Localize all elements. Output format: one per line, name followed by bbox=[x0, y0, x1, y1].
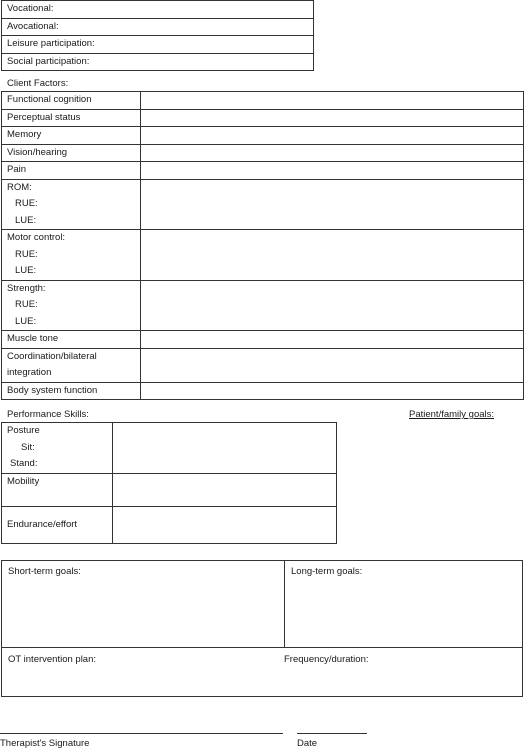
motor-control-field[interactable] bbox=[141, 230, 524, 281]
mobility-label: Mobility bbox=[2, 473, 113, 506]
vision-hearing-field[interactable] bbox=[141, 144, 524, 162]
strength-cell bbox=[2, 280, 141, 331]
motor-control-cell bbox=[2, 230, 141, 281]
strength-label: Strength: bbox=[7, 282, 46, 294]
vocational-row[interactable] bbox=[2, 1, 314, 19]
intervention-field[interactable] bbox=[2, 668, 522, 694]
avocational-label: Avocational: bbox=[2, 18, 314, 36]
endurance-field[interactable] bbox=[113, 506, 337, 543]
client-factors-heading: Client Factors: bbox=[7, 78, 69, 89]
therapist-signature-line[interactable] bbox=[0, 733, 283, 734]
strength-field[interactable] bbox=[141, 280, 524, 331]
motor-control-label: Motor control: bbox=[7, 232, 66, 243]
sit-label: Sit: bbox=[21, 441, 35, 453]
leisure-participation-row[interactable] bbox=[2, 36, 314, 54]
posture-cell bbox=[2, 423, 113, 474]
functional-cognition-label: Functional cognition bbox=[2, 92, 141, 110]
performance-skills-heading: Performance Skills: bbox=[7, 409, 89, 420]
ot-intervention-plan-label: OT intervention plan: bbox=[8, 654, 97, 665]
social-participation-row[interactable] bbox=[2, 53, 314, 71]
memory-field[interactable] bbox=[141, 127, 524, 145]
rom-rue-label: RUE: bbox=[15, 198, 38, 209]
perceptual-status-field[interactable] bbox=[141, 109, 524, 127]
body-system-label: Body system function bbox=[2, 382, 141, 400]
long-term-goals-field[interactable] bbox=[286, 581, 520, 645]
goals-box bbox=[1, 560, 523, 648]
long-term-goals-label: Long-term goals: bbox=[291, 566, 363, 577]
body-system-field[interactable] bbox=[141, 382, 524, 400]
stand-label: Stand: bbox=[10, 458, 38, 469]
motor-control-lue-label: LUE: bbox=[15, 265, 37, 276]
leisure-participation-label: Leisure participation: bbox=[2, 36, 314, 54]
rom-label: ROM: bbox=[7, 181, 32, 193]
endurance-label: Endurance/effort bbox=[2, 506, 113, 543]
therapist-signature-label: Therapist's Signature bbox=[0, 738, 90, 749]
short-term-goals-field[interactable] bbox=[2, 581, 282, 645]
occupations-table bbox=[1, 0, 314, 71]
coordination-field[interactable] bbox=[141, 348, 524, 382]
motor-control-rue-label: RUE: bbox=[15, 248, 38, 260]
rom-cell bbox=[2, 179, 141, 230]
short-term-goals-label: Short-term goals: bbox=[8, 566, 81, 577]
muscle-tone-field[interactable] bbox=[141, 331, 524, 349]
frequency-duration-label: Frequency/duration: bbox=[284, 654, 369, 665]
avocational-row[interactable] bbox=[2, 18, 314, 36]
coordination-label-line2: integration bbox=[7, 367, 52, 378]
date-line[interactable] bbox=[297, 733, 367, 734]
posture-label: Posture bbox=[7, 425, 40, 436]
rom-field[interactable] bbox=[141, 179, 524, 230]
pain-field[interactable] bbox=[141, 162, 524, 180]
coordination-label-line1: Coordination/bilateral bbox=[7, 350, 97, 362]
date-label: Date bbox=[297, 738, 318, 749]
rom-lue-label: LUE: bbox=[15, 214, 37, 226]
social-participation-label: Social participation: bbox=[2, 53, 314, 71]
client-factors-table bbox=[1, 91, 524, 400]
strength-lue-label: LUE: bbox=[15, 315, 37, 327]
mobility-field[interactable] bbox=[113, 473, 337, 506]
perceptual-status-label: Perceptual status bbox=[2, 109, 141, 127]
vocational-label: Vocational: bbox=[2, 1, 314, 19]
muscle-tone-label: Muscle tone bbox=[2, 331, 141, 349]
performance-skills-table bbox=[1, 422, 337, 544]
goals-divider bbox=[284, 561, 285, 647]
vision-hearing-label: Vision/hearing bbox=[2, 144, 141, 162]
memory-label: Memory bbox=[2, 127, 141, 145]
functional-cognition-field[interactable] bbox=[141, 92, 524, 110]
posture-field[interactable] bbox=[113, 423, 337, 474]
patient-family-goals-label[interactable]: Patient/family goals: bbox=[409, 409, 495, 420]
intervention-box bbox=[1, 647, 523, 697]
pain-label: Pain bbox=[2, 162, 141, 180]
coordination-cell bbox=[2, 348, 141, 382]
strength-rue-label: RUE: bbox=[15, 299, 38, 310]
